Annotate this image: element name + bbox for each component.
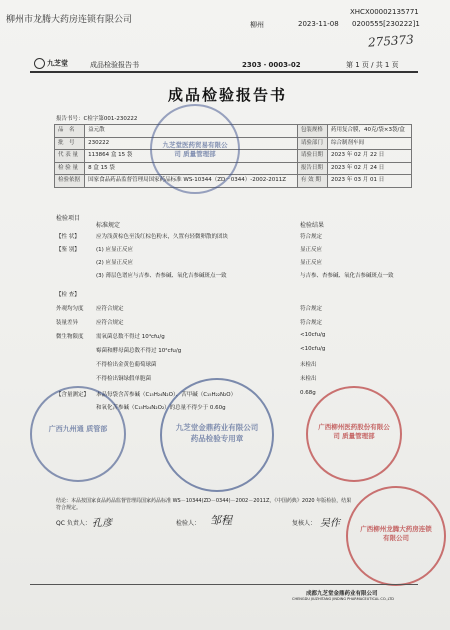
result-standard: 本品每袋含苦参碱（C₁₅H₂₄N₂O）、苦甲碱（C₁₅H₂₂N₂O） — [96, 392, 237, 398]
result-value: <10cfu/g — [300, 346, 326, 352]
result-value: 显正反应 — [300, 260, 323, 266]
result-value: 符合规定 — [300, 234, 323, 240]
stamp-qa-center — [150, 104, 240, 194]
footer-rule — [30, 584, 418, 585]
info-key: 代 表 量 — [55, 150, 85, 163]
result-item: 外观均匀度 — [56, 306, 84, 312]
info-value: 2023 年 02 月 22 日 — [328, 150, 412, 163]
result-standard: 霉菌和酵母菌总数不得过 10²cfu/g — [96, 348, 182, 354]
info-key: 报告日期 — [297, 162, 327, 175]
info-key: 批 号 — [55, 137, 85, 150]
stamp-inspection — [160, 378, 274, 492]
results-header-result: 检验结果 — [300, 222, 325, 229]
result-standard: (2) 应显正反应 — [96, 260, 134, 266]
info-value: 113864 盒 15 袋 — [85, 150, 298, 163]
stamp-qa-center-text: 九芝堂医药贸易有限公司 质量管理部 — [162, 141, 228, 158]
result-standard: 应符合规定 — [96, 306, 124, 312]
top-company: 柳州市龙腾大药房连锁有限公司 — [6, 15, 133, 25]
report-number: 报告书号：C检字第001-230222 — [56, 116, 138, 122]
page-title: 成品检验报告书 — [168, 86, 288, 104]
info-value: 国家食品药品监督管理局国家药品标准 WS-10344（ZD－0344）-2002-2011Z — [85, 175, 298, 188]
result-value: 未检出 — [300, 376, 317, 382]
qc-signature: 孔彦 — [92, 518, 112, 529]
stamp-jiuzhoutong-text: 广西九州通 质管部 — [48, 425, 108, 433]
handwritten-number: 275373 — [367, 32, 415, 50]
results-header-item: 检验项目 — [56, 215, 81, 222]
result-value: 符合规定 — [300, 306, 323, 312]
info-row — [55, 175, 412, 188]
stamp-inspection-text: 九芝堂金鼎药业有限公司 药品检验专用章 — [175, 423, 259, 443]
info-key: 有 效 期 — [297, 175, 327, 188]
info-key: 品 名 — [55, 125, 85, 138]
result-value: 未检出 — [300, 362, 317, 368]
result-value: 与吉参、杏参碱、氧化吉参碱斑点一致 — [300, 273, 394, 279]
info-value: 益元散 — [85, 125, 298, 138]
result-item: 【性 状】 — [56, 234, 80, 240]
info-key: 请验日期 — [297, 150, 327, 163]
info-key: 检验依据 — [55, 175, 85, 188]
logo-icon — [34, 58, 45, 69]
stamp-jiuzhoutong — [30, 386, 126, 482]
info-value: 230222 — [85, 137, 298, 150]
header-rule — [30, 71, 418, 73]
conclusion: 结论：本品按国家食品药品监督管理局国家药品标准 WS－10344(ZD－0344)－2002－2011Z，《中国药典》2020 年版检验，结果符合规定。 — [56, 498, 352, 511]
result-item: 微生物限度 — [56, 334, 84, 340]
info-value: 8 盒 15 袋 — [85, 162, 298, 175]
stamp-longteng-text: 广西柳州龙腾大药房连锁有限公司 — [360, 525, 432, 542]
logo-text: 九芝堂 — [47, 59, 68, 68]
header-doc-no: 2303・0003-02 — [242, 61, 301, 69]
result-value: 0.68g — [300, 390, 316, 396]
logo — [34, 58, 68, 69]
result-standard: (1) 应显正反应 — [96, 247, 134, 253]
result-value: 符合规定 — [300, 320, 323, 326]
result-standard: 应为浅黄棕色至浅红棕色粉末，久置有轻微卵散的团块 — [96, 234, 229, 240]
qc-label: QC 负责人： — [56, 520, 91, 527]
result-standard: 和氧化苦参碱（C₁₅H₂₄N₂O₂）的总量不得少于 0.60g — [96, 405, 226, 411]
result-standard: 不得检出金黄色葡萄球菌 — [96, 362, 157, 368]
info-value: 综合制剂车间 — [328, 137, 412, 150]
header-doc-name: 成品检验报告书 — [90, 61, 139, 69]
result-item: 【鉴 别】 — [56, 247, 80, 253]
info-value: 药用复合膜，40克/袋×3袋/盒 — [328, 125, 412, 138]
info-value: 2023 年 02 月 24 日 — [328, 162, 412, 175]
footer-company-en: CHENGDU JIUZHITANG JINDING PHARMACEUTICAL CO.,LTD — [292, 597, 394, 601]
stamp-liuzhou-pharma-text: 广西柳州医药股份有限公司 质量管理部 — [318, 423, 390, 440]
info-key: 请验部门 — [297, 137, 327, 150]
result-value: <10cfu/g — [300, 332, 326, 338]
reviewer-label: 复核人： — [292, 520, 317, 527]
result-item: 装量差异 — [56, 320, 79, 326]
header-page: 第 1 页 / 共 1 页 — [346, 61, 399, 69]
result-standard: 需氧菌总数不得过 10⁴cfu/g — [96, 334, 165, 340]
result-value: 显正反应 — [300, 247, 323, 253]
result-standard: 不得检出铜绿假单胞菌 — [96, 376, 152, 382]
info-key: 检 验 量 — [55, 162, 85, 175]
top-date: 2023-11-08 — [298, 20, 339, 28]
top-order: 0200555[230222]1 — [352, 20, 420, 28]
inspector-signature: 邹程 — [210, 514, 232, 527]
info-value: 2023 年 03 月 01 日 — [328, 175, 412, 188]
stamp-liuzhou-pharma — [306, 386, 402, 482]
top-stamp-code: XHCX00002135771 — [350, 8, 419, 16]
result-standard: 应符合规定 — [96, 320, 124, 326]
result-item: 【检 查】 — [56, 292, 80, 298]
result-item: 【含量测定】 — [56, 392, 90, 398]
top-city: 柳州 — [250, 21, 264, 29]
footer-company-cn: 成都九芝堂金鼎药业有限公司 — [306, 591, 378, 597]
reviewer-signature: 吴作 — [320, 518, 340, 529]
inspector-label: 检验人： — [176, 520, 201, 527]
results-header-standard: 标准规定 — [96, 222, 121, 229]
stamp-longteng — [346, 486, 446, 586]
result-standard: (3) 薄层色谱应与吉参、杏参碱、氧化吉参碱斑点一致 — [96, 273, 227, 279]
info-key: 包装规格 — [297, 125, 327, 138]
